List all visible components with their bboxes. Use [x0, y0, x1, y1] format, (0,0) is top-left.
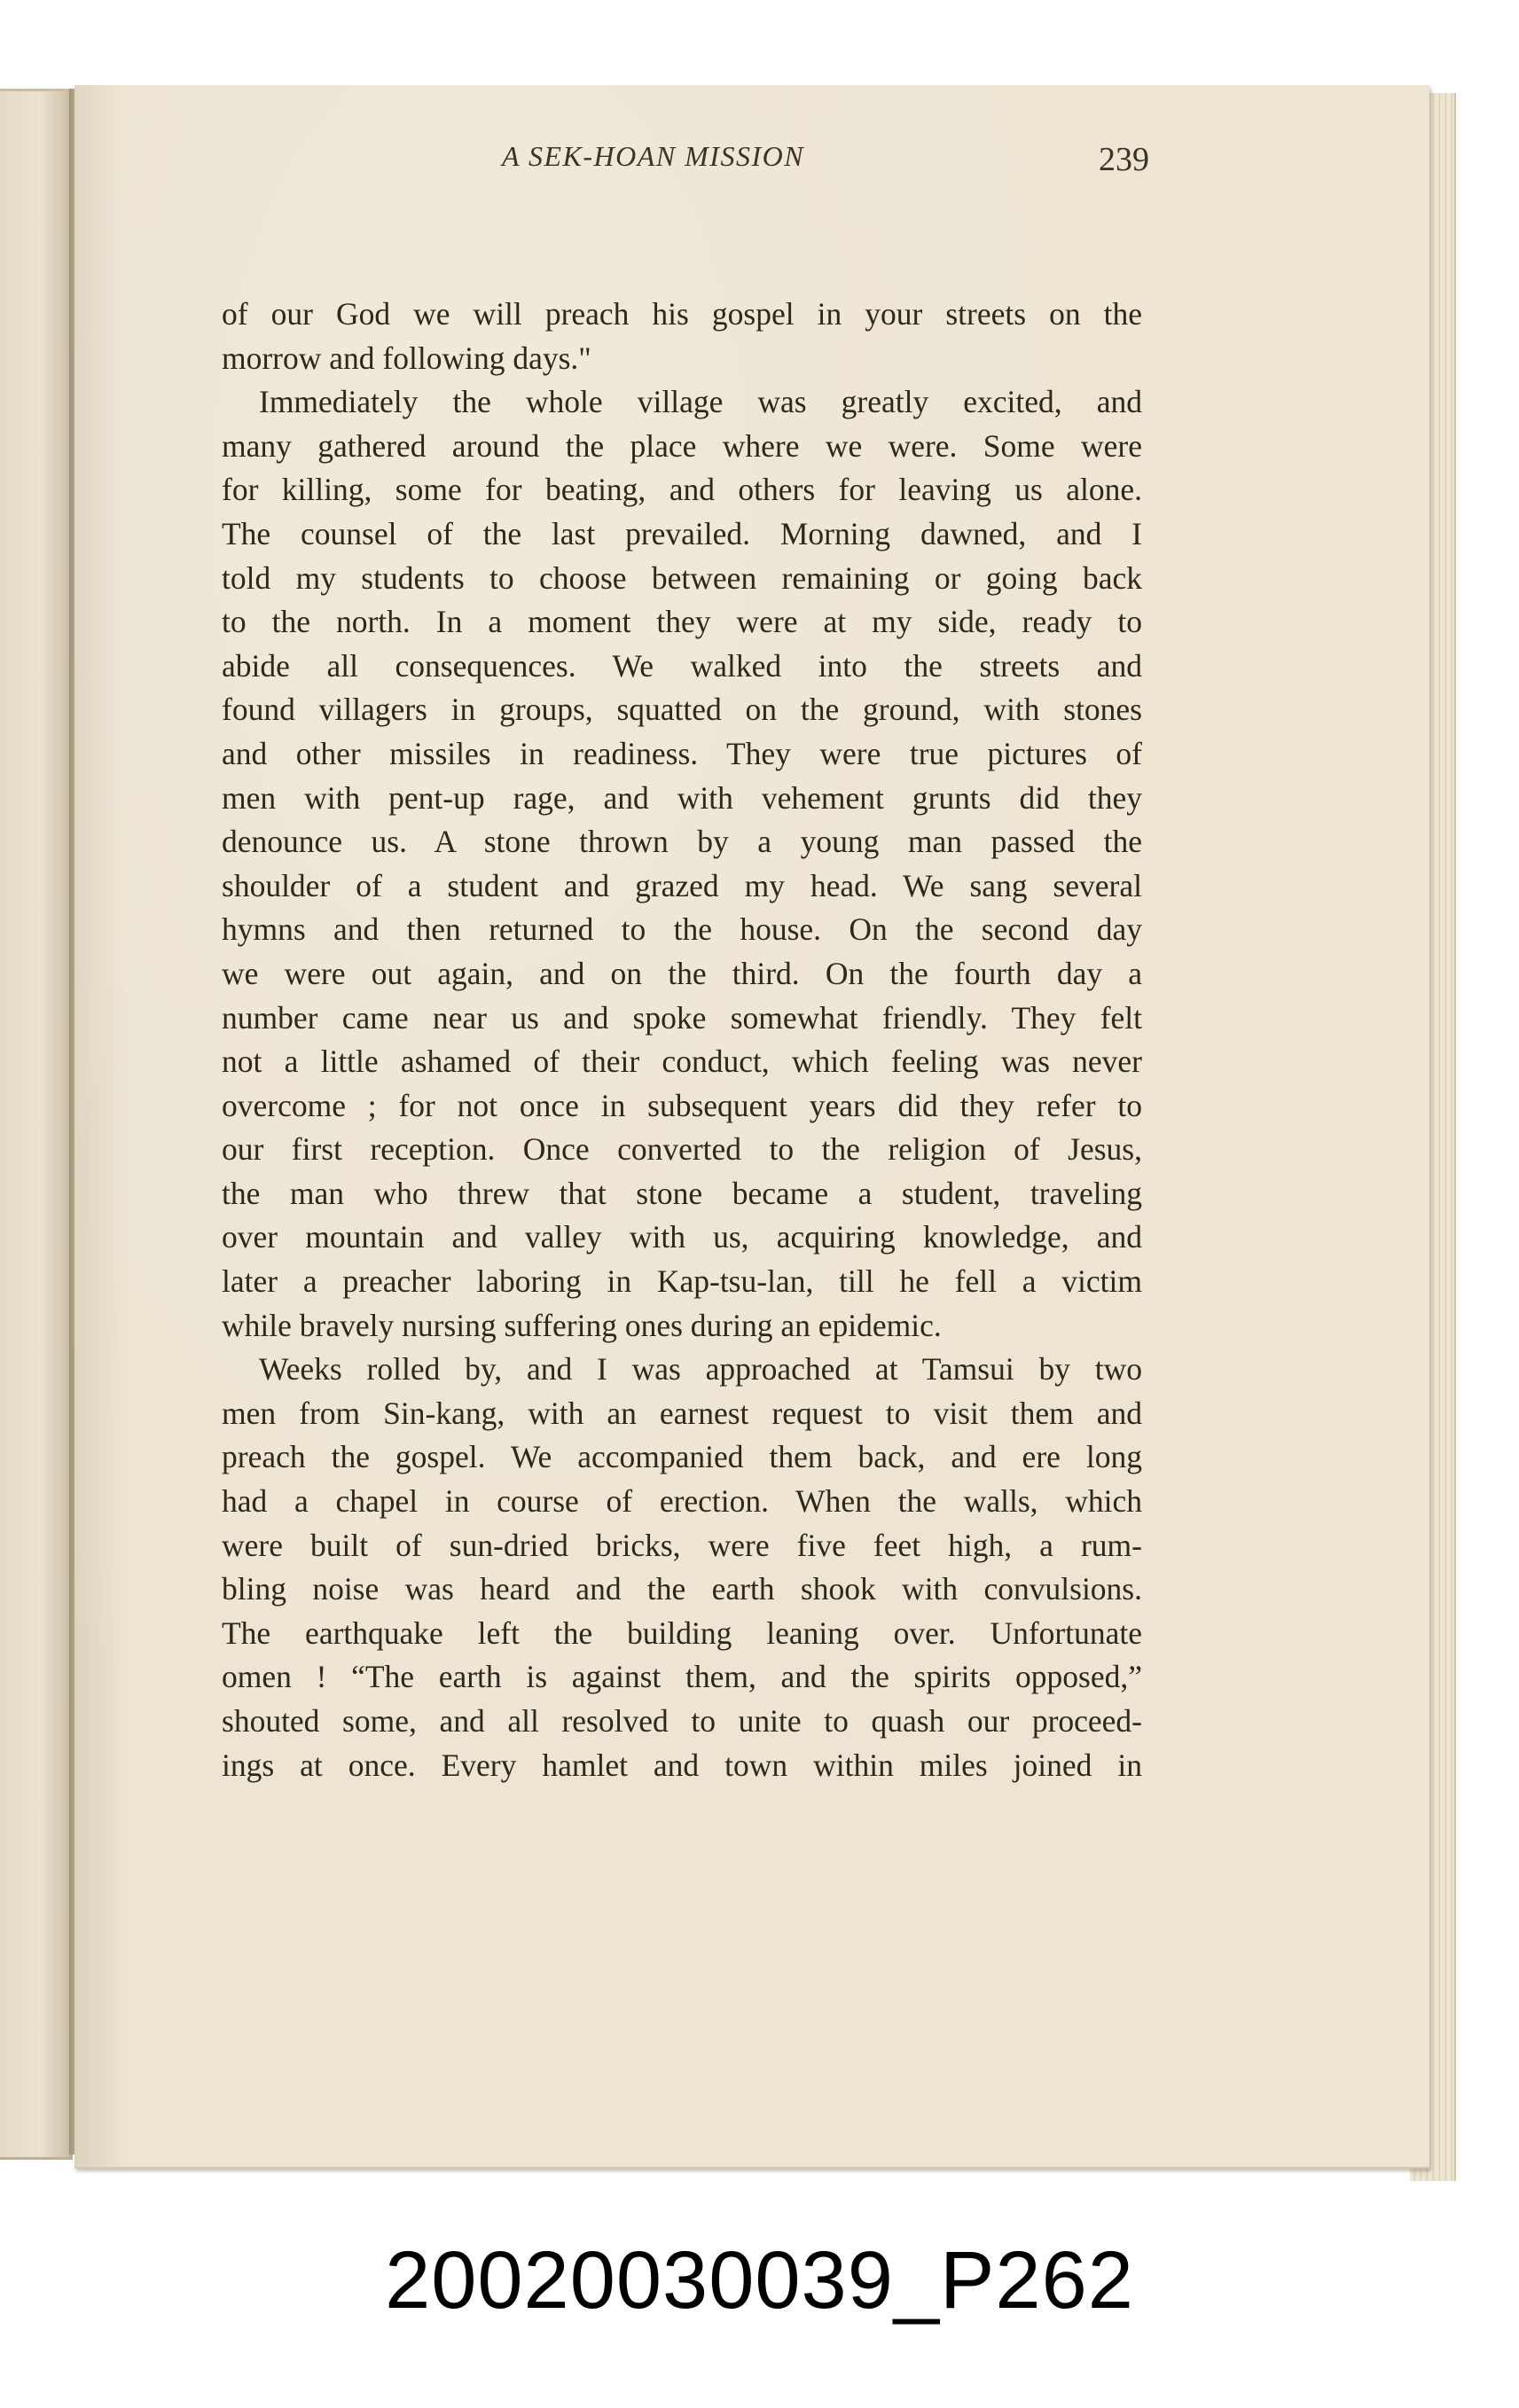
text-line: found villagers in groups, squatted on the ground, with stones: [222, 692, 1142, 728]
text-line: of our God we will preach his gospel in your streets on the: [222, 296, 1142, 332]
page-number: 239: [1099, 141, 1149, 178]
text-line: the man who threw that stone became a student, traveling: [222, 1175, 1142, 1211]
text-line: preach the gospel. We accompanied them back, and ere long: [222, 1439, 1142, 1475]
text-line: The earthquake left the building leaning over. Unfortunate: [222, 1614, 1142, 1651]
text-line: to the north. In a moment they were at my side, ready to: [222, 604, 1142, 640]
text-line: number came near us and spoke somewhat friendly. They felt: [222, 999, 1142, 1036]
text-line: had a chapel in course of erection. When the walls, which: [222, 1483, 1142, 1520]
text-line: men with pent-up rage, and with vehement grunts did they: [222, 779, 1142, 816]
text-line: hymns and then returned to the house. On the second day: [222, 911, 1142, 948]
text-line: Weeks rolled by, and I was approached at Tamsui by two: [259, 1351, 1142, 1388]
text-line: and other missiles in readiness. They were true pictures of: [222, 735, 1142, 771]
paragraph: [222, 293, 1142, 380]
text-line: abide all consequences. We walked into the streets and: [222, 647, 1142, 684]
text-line: morrow and following days.": [222, 340, 591, 376]
text-line: over mountain and valley with us, acquiring knowledge, and: [222, 1219, 1142, 1255]
paragraph: [222, 380, 1142, 1348]
text-line: The counsel of the last prevailed. Morning dawned, and I: [222, 515, 1142, 551]
text-line: many gathered around the place where we were. Some were: [222, 427, 1142, 464]
text-line: while bravely nursing suffering ones during an epidemic.: [222, 1307, 942, 1343]
text-line: told my students to choose between remaining or going back: [222, 559, 1142, 596]
text-line: ings at once. Every hamlet and town within miles joined in: [222, 1747, 1142, 1783]
archive-id-caption: 20020030039_P262: [385, 2235, 1134, 2326]
text-line: Immediately the whole village was greatly excited, and: [259, 384, 1142, 420]
text-line: for killing, some for beating, and others for leaving us alone.: [222, 472, 1142, 508]
text-line: omen ! “The earth is against them, and the spirits opposed,”: [222, 1659, 1142, 1695]
text-line: shouted some, and all resolved to unite to quash our proceed-: [222, 1703, 1142, 1739]
page-header: [147, 140, 1149, 184]
text-line: not a little ashamed of their conduct, which feeling was never: [222, 1044, 1142, 1080]
text-line: overcome ; for not once in subsequent years did they refer to: [222, 1087, 1142, 1123]
text-line: men from Sin-kang, with an earnest request to visit them and: [222, 1395, 1142, 1431]
text-line: we were out again, and on the third. On the fourth day a: [222, 955, 1142, 991]
text-line: bling noise was heard and the earth shook with convulsions.: [222, 1571, 1142, 1607]
paragraph: [222, 1348, 1142, 1787]
text-line: our first reception. Once converted to the religion of Jesus,: [222, 1131, 1142, 1168]
left-page-edge: [0, 89, 73, 2160]
running-title: A SEK-HOAN MISSION: [502, 140, 805, 172]
body-text: [222, 293, 1142, 1787]
text-line: later a preacher laboring in Kap-tsu-lan, till he fell a victim: [222, 1263, 1142, 1300]
text-line: denounce us. A stone thrown by a young man passed the: [222, 824, 1142, 860]
text-line: were built of sun-dried bricks, were five feet high, a rum-: [222, 1527, 1142, 1563]
text-line: shoulder of a student and grazed my head. We sang several: [222, 867, 1142, 903]
